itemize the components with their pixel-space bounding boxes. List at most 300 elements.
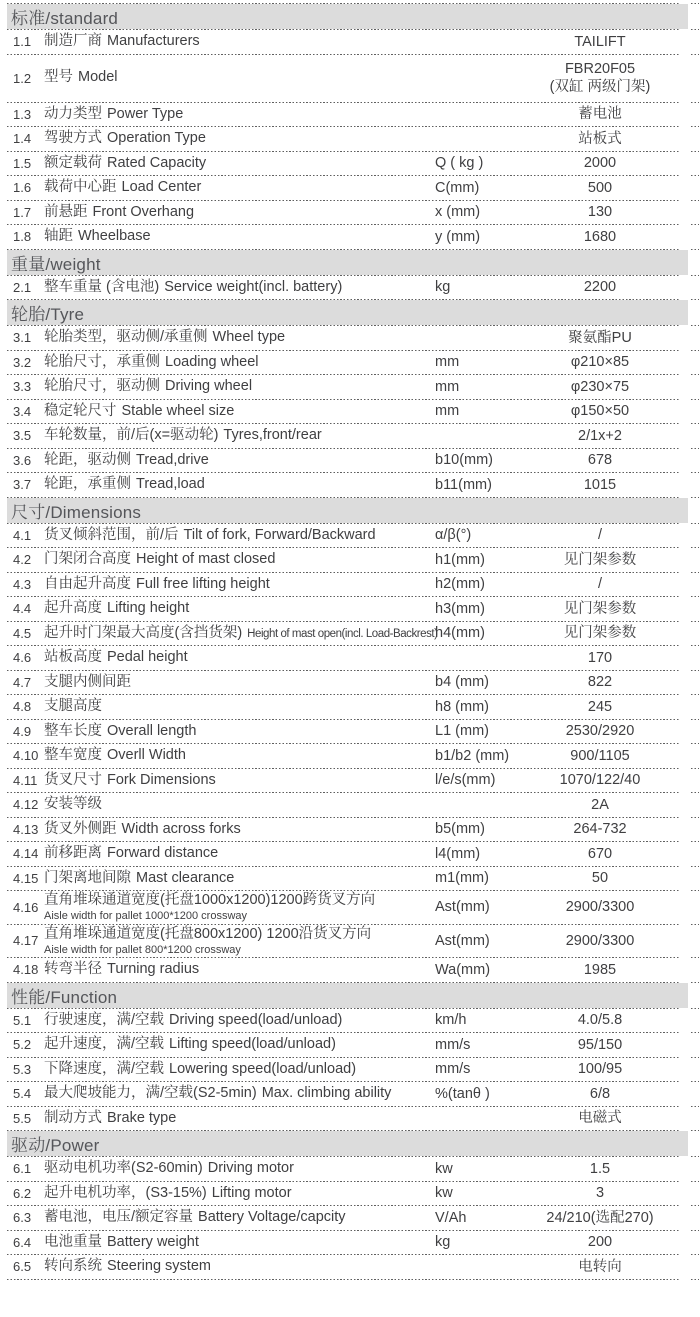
row-number: 1.4 bbox=[13, 131, 32, 147]
row-value bbox=[515, 402, 685, 420]
row-label-en: Model bbox=[78, 69, 118, 86]
row-label bbox=[44, 892, 435, 922]
row-value-line1: 1985 bbox=[583, 961, 617, 978]
row-value bbox=[515, 154, 685, 172]
row-label bbox=[44, 576, 435, 593]
row-value-line1: 500 bbox=[587, 179, 613, 196]
row-unit: kg bbox=[435, 279, 451, 296]
spec-row bbox=[7, 103, 700, 127]
row-label bbox=[44, 1185, 435, 1202]
row-label-en: Power Type bbox=[107, 105, 184, 122]
row-label bbox=[44, 452, 435, 469]
spec-row bbox=[7, 152, 700, 176]
row-label bbox=[44, 476, 435, 493]
row-unit: Ast(mm) bbox=[435, 932, 490, 949]
row-label-cn: 支腿高度 bbox=[44, 698, 102, 715]
row-number: 3.7 bbox=[13, 477, 32, 493]
row-value-line1: 100/95 bbox=[577, 1061, 623, 1078]
row-label-en: Tread,drive bbox=[136, 451, 209, 468]
row-value-line1: 2/1x+2 bbox=[578, 427, 622, 444]
row-label-en: Fork Dimensions bbox=[107, 771, 216, 788]
row-number: 4.17 bbox=[13, 933, 39, 949]
row-unit: α/β(°) bbox=[435, 527, 472, 544]
row-value-line1: 见门架参数 bbox=[563, 600, 637, 617]
row-value-line1: 670 bbox=[587, 845, 613, 862]
row-unit: l4(mm) bbox=[435, 845, 481, 862]
row-value-line1: 130 bbox=[587, 204, 613, 221]
row-number: 5.2 bbox=[13, 1037, 32, 1053]
row-label bbox=[44, 649, 435, 666]
row-value bbox=[515, 33, 685, 51]
row-value-line1: 见门架参数 bbox=[563, 551, 637, 568]
spec-row bbox=[7, 867, 700, 891]
row-label bbox=[44, 378, 435, 395]
row-number: 1.3 bbox=[13, 106, 32, 122]
spec-row bbox=[7, 225, 700, 249]
row-label-cn: 最大爬坡能力，满/空载(S2-5min) bbox=[44, 1085, 257, 1102]
section-title: 性能/Function bbox=[11, 987, 118, 1007]
row-label bbox=[44, 1160, 435, 1177]
row-label-cn: 站板高度 bbox=[44, 649, 102, 666]
row-label-cn: 转弯半径 bbox=[44, 961, 102, 978]
spec-row bbox=[7, 201, 700, 225]
row-unit: mm/s bbox=[435, 1036, 471, 1053]
row-label bbox=[44, 279, 435, 296]
row-number: 2.1 bbox=[13, 279, 32, 295]
row-value-line1: φ230×75 bbox=[570, 378, 630, 395]
row-label-en: Wheel type bbox=[212, 329, 286, 346]
row-value bbox=[515, 600, 685, 618]
spec-row bbox=[7, 375, 700, 399]
spec-row bbox=[7, 524, 700, 548]
row-label bbox=[44, 204, 435, 221]
row-label bbox=[44, 723, 435, 740]
row-label bbox=[44, 427, 435, 444]
row-unit: Ast(mm) bbox=[435, 899, 490, 916]
row-value bbox=[515, 378, 685, 396]
row-unit: V/Ah bbox=[435, 1209, 467, 1226]
spec-row bbox=[7, 127, 700, 151]
row-value-line1: TAILIFT bbox=[574, 33, 626, 50]
row-number: 1.6 bbox=[13, 180, 32, 196]
row-value bbox=[515, 1036, 685, 1054]
row-value-line1: φ210×85 bbox=[570, 354, 630, 371]
row-value bbox=[515, 203, 685, 221]
row-value bbox=[515, 869, 685, 887]
row-label-en: Operation Type bbox=[107, 130, 206, 147]
row-number: 5.5 bbox=[13, 1110, 32, 1126]
row-value bbox=[515, 1085, 685, 1103]
row-label bbox=[44, 870, 435, 887]
row-sublabel: Aisle width for pallet 800*1200 crossway bbox=[44, 943, 241, 956]
row-value-line1: 170 bbox=[587, 649, 613, 666]
row-value bbox=[515, 649, 685, 667]
row-value bbox=[515, 1184, 685, 1202]
row-value bbox=[515, 1060, 685, 1078]
row-label-en: Service weight(incl. battery) bbox=[164, 278, 343, 295]
row-number: 4.4 bbox=[13, 601, 32, 617]
spec-row bbox=[7, 276, 700, 300]
row-label-en: Mast clearance bbox=[136, 869, 235, 886]
spec-row bbox=[7, 597, 700, 621]
row-value bbox=[515, 575, 685, 593]
row-label bbox=[44, 33, 435, 50]
row-label-cn: 驱动电机功率(S2-60min) bbox=[44, 1160, 203, 1177]
row-label-en: Driving motor bbox=[207, 1160, 294, 1177]
row-number: 3.4 bbox=[13, 403, 32, 419]
row-value-line1: 95/150 bbox=[577, 1036, 623, 1053]
spec-row bbox=[7, 1058, 700, 1082]
row-number: 4.9 bbox=[13, 723, 32, 739]
row-number: 6.3 bbox=[13, 1210, 32, 1226]
row-label-cn: 电池重量 bbox=[44, 1233, 102, 1250]
row-label-cn: 整车长度 bbox=[44, 722, 102, 739]
row-unit: C(mm) bbox=[435, 179, 480, 196]
row-value bbox=[515, 796, 685, 814]
row-value-line1: 1680 bbox=[583, 228, 617, 245]
spec-row bbox=[7, 622, 700, 646]
row-number: 1.5 bbox=[13, 155, 32, 171]
spec-row bbox=[7, 793, 700, 817]
row-label-en: Wheelbase bbox=[78, 228, 151, 245]
row-number: 6.2 bbox=[13, 1185, 32, 1201]
spec-row bbox=[7, 1157, 700, 1181]
spec-row bbox=[7, 424, 700, 448]
row-number: 6.4 bbox=[13, 1234, 32, 1250]
row-label bbox=[44, 1085, 435, 1102]
row-value-line1: 200 bbox=[587, 1234, 613, 1251]
row-unit: %(tanθ ) bbox=[435, 1085, 490, 1102]
spec-row bbox=[7, 769, 700, 793]
row-label bbox=[44, 354, 435, 371]
row-number: 4.16 bbox=[13, 899, 39, 915]
row-unit: b11(mm) bbox=[435, 476, 492, 493]
spec-row bbox=[7, 1009, 700, 1033]
row-value-line1: φ150×50 bbox=[570, 403, 630, 420]
row-label-cn: 货叉外侧距 bbox=[44, 820, 117, 837]
row-number: 3.3 bbox=[13, 379, 32, 395]
row-label-cn: 车轮数量，前/后(x=驱动轮) bbox=[44, 427, 219, 444]
row-label-cn: 下降速度，满/空载 bbox=[44, 1060, 165, 1077]
row-label-cn: 门架离地间隙 bbox=[44, 869, 131, 886]
row-value bbox=[515, 179, 685, 197]
spec-row bbox=[7, 1182, 700, 1206]
row-label bbox=[44, 772, 435, 789]
row-value-line1: 电磁式 bbox=[578, 1110, 622, 1127]
row-label-cn: 起升高度 bbox=[44, 600, 102, 617]
row-label-en: Front Overhang bbox=[92, 203, 195, 220]
row-label bbox=[44, 1234, 435, 1251]
row-value-line1: / bbox=[597, 576, 603, 593]
spec-row bbox=[7, 1231, 700, 1255]
row-number: 4.1 bbox=[13, 527, 32, 543]
row-number: 1.8 bbox=[13, 229, 32, 245]
row-label bbox=[44, 600, 435, 617]
row-label-cn: 直角堆垛通道宽度(托盘800x1200) 1200沿货叉方向 bbox=[44, 925, 372, 942]
row-label-en: Width across forks bbox=[121, 820, 241, 837]
row-label-cn: 稳定轮尺寸 bbox=[44, 402, 117, 419]
row-label bbox=[44, 961, 435, 978]
row-number: 5.4 bbox=[13, 1086, 32, 1102]
spec-row bbox=[7, 671, 700, 695]
row-label-cn: 转向系统 bbox=[44, 1258, 102, 1275]
spec-row bbox=[7, 1107, 700, 1131]
row-value-line1: 2200 bbox=[583, 279, 617, 296]
row-number: 3.5 bbox=[13, 428, 32, 444]
row-value-line1: 见门架参数 bbox=[563, 625, 637, 642]
row-label-en: Tyres,front/rear bbox=[223, 427, 322, 444]
section-title: 重量/weight bbox=[11, 254, 101, 274]
row-label-cn: 轮胎尺寸，承重侧 bbox=[44, 353, 160, 370]
row-value bbox=[515, 60, 685, 96]
row-label bbox=[44, 527, 435, 544]
spec-row bbox=[7, 1206, 700, 1230]
spec-row bbox=[7, 30, 700, 54]
row-label bbox=[44, 130, 435, 147]
row-number: 3.1 bbox=[13, 330, 32, 346]
spec-row bbox=[7, 1033, 700, 1057]
spec-row bbox=[7, 55, 700, 102]
row-unit: b1/b2 (mm) bbox=[435, 747, 510, 764]
row-value bbox=[515, 722, 685, 740]
row-label-en: Battery Voltage/capcity bbox=[198, 1209, 346, 1226]
row-unit: b5(mm) bbox=[435, 821, 485, 838]
row-label bbox=[44, 403, 435, 420]
row-number: 6.1 bbox=[13, 1161, 32, 1177]
row-label-cn: 支腿内侧间距 bbox=[44, 673, 131, 690]
row-label-cn: 安装等级 bbox=[44, 796, 102, 813]
row-number: 5.3 bbox=[13, 1061, 32, 1077]
row-label-en: Manufacturers bbox=[107, 33, 200, 50]
spec-row bbox=[7, 473, 700, 497]
row-label-cn: 轴距 bbox=[44, 228, 73, 245]
row-label-cn: 蓄电池，电压/额定容量 bbox=[44, 1209, 194, 1226]
row-unit: mm bbox=[435, 403, 460, 420]
row-label bbox=[44, 179, 435, 196]
row-label-en: Battery weight bbox=[107, 1233, 199, 1250]
row-label bbox=[44, 747, 435, 764]
row-value bbox=[515, 698, 685, 716]
row-label-cn: 自由起升高度 bbox=[44, 575, 131, 592]
spec-row bbox=[7, 695, 700, 719]
row-value-line1: 聚氨酯PU bbox=[568, 329, 632, 346]
row-unit: y (mm) bbox=[435, 228, 481, 245]
row-number: 4.15 bbox=[13, 870, 39, 886]
row-value bbox=[515, 771, 685, 789]
row-unit: kg bbox=[435, 1234, 451, 1251]
row-label bbox=[44, 624, 438, 642]
row-value bbox=[515, 820, 685, 838]
row-unit: Q ( kg ) bbox=[435, 155, 484, 172]
row-label bbox=[44, 329, 435, 346]
section-title: 标准/standard bbox=[11, 9, 119, 28]
row-label-cn: 轮胎类型，驱动侧/承重侧 bbox=[44, 329, 208, 346]
spec-row bbox=[7, 646, 700, 670]
spec-row bbox=[7, 351, 700, 375]
row-unit: Wa(mm) bbox=[435, 961, 491, 978]
row-unit: l/e/s(mm) bbox=[435, 772, 496, 789]
row-label bbox=[44, 674, 435, 691]
row-label bbox=[44, 821, 435, 838]
row-label-en: Lowering speed(load/unload) bbox=[169, 1060, 357, 1077]
spec-row bbox=[7, 400, 700, 424]
row-value-line1: FBR20F05 bbox=[564, 60, 636, 77]
row-label-en: Driving speed(load/unload) bbox=[169, 1011, 343, 1028]
row-number: 4.8 bbox=[13, 699, 32, 715]
row-number: 4.5 bbox=[13, 625, 32, 641]
row-value bbox=[515, 747, 685, 765]
row-label-cn: 起升速度，满/空载 bbox=[44, 1036, 165, 1053]
row-number: 4.12 bbox=[13, 797, 39, 813]
row-number: 4.2 bbox=[13, 552, 32, 568]
row-value bbox=[515, 1258, 685, 1276]
row-label-cn: 行驶速度，满/空载 bbox=[44, 1011, 165, 1028]
row-unit: h3(mm) bbox=[435, 600, 485, 617]
row-value-line1: 6/8 bbox=[589, 1085, 611, 1102]
row-value bbox=[515, 1233, 685, 1251]
row-label-en: Pedal height bbox=[107, 649, 188, 666]
row-number: 1.7 bbox=[13, 204, 32, 220]
row-label-en: Tilt of fork, Forward/Backward bbox=[183, 526, 376, 543]
row-value-line1: 3 bbox=[595, 1185, 605, 1202]
section-header bbox=[7, 300, 688, 325]
section-header bbox=[7, 4, 688, 29]
row-value-line1: 2530/2920 bbox=[565, 723, 635, 740]
row-label bbox=[44, 1036, 435, 1053]
row-label-en: Stable wheel size bbox=[121, 402, 235, 419]
spec-row bbox=[7, 958, 700, 982]
section-header bbox=[7, 498, 688, 523]
row-value bbox=[515, 105, 685, 123]
row-label-cn: 制动方式 bbox=[44, 1109, 102, 1126]
row-value-line1: / bbox=[597, 527, 603, 544]
row-unit: x (mm) bbox=[435, 204, 481, 221]
row-value-line1: 900/1105 bbox=[570, 747, 630, 764]
row-label bbox=[44, 796, 435, 813]
row-value bbox=[515, 476, 685, 494]
section-title: 轮胎/Tyre bbox=[11, 305, 85, 324]
row-label-cn: 整车重量 (含电池) bbox=[44, 278, 160, 295]
row-number: 4.3 bbox=[13, 576, 32, 592]
row-label-en: Height of mast open(incl. Load-Backrest) bbox=[247, 627, 438, 640]
row-label-cn: 驾驶方式 bbox=[44, 130, 102, 147]
section-title: 驱动/Power bbox=[11, 1136, 100, 1155]
row-label-en: Tread,load bbox=[136, 476, 205, 493]
row-label-cn: 前移距离 bbox=[44, 845, 102, 862]
row-label-cn: 直角堆垛通道宽度(托盘1000x1200)1200跨货叉方向 bbox=[44, 892, 376, 909]
row-label bbox=[44, 1012, 435, 1029]
row-value-line1: 4.0/5.8 bbox=[577, 1012, 623, 1029]
spec-row bbox=[7, 744, 700, 768]
row-value-line1: 2900/3300 bbox=[565, 932, 635, 949]
row-label-cn: 整车宽度 bbox=[44, 747, 102, 764]
row-value-line1: 2000 bbox=[583, 155, 617, 172]
row-value bbox=[515, 329, 685, 347]
row-number: 5.1 bbox=[13, 1012, 32, 1028]
row-sublabel: Aisle width for pallet 1000*1200 crossway bbox=[44, 910, 248, 923]
row-label-cn: 动力类型 bbox=[44, 105, 102, 122]
row-unit: mm bbox=[435, 354, 460, 371]
row-label-en: Forward distance bbox=[107, 845, 219, 862]
row-value bbox=[515, 898, 685, 916]
row-number: 6.5 bbox=[13, 1259, 32, 1275]
row-label-cn: 门架闭合高度 bbox=[44, 551, 131, 568]
row-value-line2: (双缸 两级门架) bbox=[549, 79, 651, 95]
row-unit: b4 (mm) bbox=[435, 674, 489, 691]
row-label-en: Turning radius bbox=[107, 961, 200, 978]
row-value-line1: 2A bbox=[591, 796, 609, 813]
row-label-cn: 型号 bbox=[44, 69, 73, 86]
row-value bbox=[515, 1209, 685, 1227]
row-label bbox=[44, 551, 435, 568]
row-label bbox=[44, 155, 435, 172]
row-label bbox=[44, 926, 435, 956]
row-number: 1.2 bbox=[13, 70, 32, 86]
row-value bbox=[515, 961, 685, 979]
row-number: 4.6 bbox=[13, 650, 32, 666]
row-value bbox=[515, 526, 685, 544]
spec-row bbox=[7, 326, 700, 350]
spec-row bbox=[7, 176, 700, 200]
spec-row bbox=[7, 1082, 700, 1106]
row-number: 4.13 bbox=[13, 821, 39, 837]
section-header bbox=[7, 1131, 688, 1156]
row-value-line1: 24/210(选配270) bbox=[546, 1209, 654, 1226]
row-value-line1: 站板式 bbox=[578, 130, 622, 147]
row-label bbox=[44, 106, 435, 123]
row-label-en: Driving wheel bbox=[165, 378, 253, 395]
row-label-en: Lifting height bbox=[107, 600, 190, 617]
row-label-en: Overall length bbox=[107, 722, 197, 739]
row-unit: h2(mm) bbox=[435, 576, 485, 593]
row-unit: L1 (mm) bbox=[435, 723, 489, 740]
row-label-cn: 起升时门架最大高度(含挡货架) bbox=[44, 624, 243, 641]
row-label-cn: 轮距，承重侧 bbox=[44, 476, 131, 493]
row-value bbox=[515, 427, 685, 445]
row-label-cn: 轮胎尺寸，驱动侧 bbox=[44, 378, 160, 395]
row-label-en: Rated Capacity bbox=[107, 154, 207, 171]
row-unit: kw bbox=[435, 1160, 453, 1177]
row-label-cn: 轮距，驱动侧 bbox=[44, 451, 131, 468]
spec-row bbox=[7, 842, 700, 866]
row-value bbox=[515, 1011, 685, 1029]
row-label bbox=[44, 1209, 435, 1226]
row-label-cn: 起升电机功率，(S3-15%) bbox=[44, 1184, 207, 1201]
row-value-line1: 1.5 bbox=[589, 1160, 611, 1177]
spec-row bbox=[7, 449, 700, 473]
row-unit: kw bbox=[435, 1185, 453, 1202]
row-unit: m1(mm) bbox=[435, 870, 489, 887]
row-value-line1: 1070/122/40 bbox=[559, 772, 641, 789]
spec-row bbox=[7, 720, 700, 744]
row-value bbox=[515, 673, 685, 691]
row-value bbox=[515, 278, 685, 296]
row-number: 4.10 bbox=[13, 748, 39, 764]
row-unit: h1(mm) bbox=[435, 551, 485, 568]
row-label-cn: 前悬距 bbox=[44, 203, 88, 220]
row-value bbox=[515, 932, 685, 950]
row-unit: h4(mm) bbox=[435, 625, 485, 642]
row-value bbox=[515, 551, 685, 569]
section-header bbox=[7, 250, 688, 275]
row-value-line1: 822 bbox=[587, 674, 613, 691]
row-value-line1: 264-732 bbox=[573, 821, 627, 838]
row-label-cn: 载荷中心距 bbox=[44, 179, 117, 196]
section-title: 尺寸/Dimensions bbox=[11, 502, 142, 522]
row-number: 3.2 bbox=[13, 354, 32, 370]
row-label-en: Lifting speed(load/unload) bbox=[169, 1036, 336, 1053]
row-label-en: Max. climbing ability bbox=[261, 1085, 392, 1102]
